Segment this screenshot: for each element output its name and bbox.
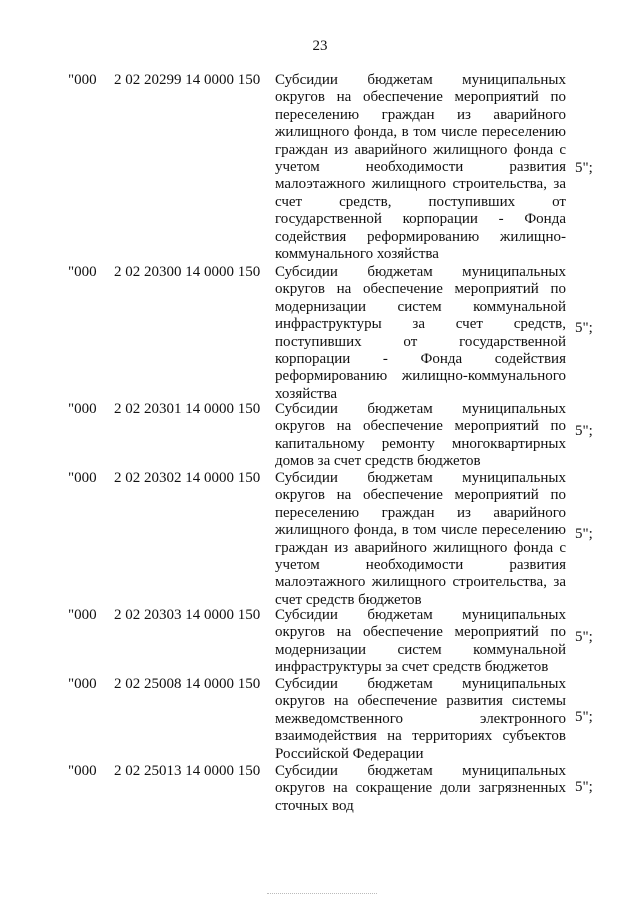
- row-value: 5";: [575, 779, 593, 795]
- row-value: 5";: [575, 709, 593, 725]
- budget-code: 2 02 20299 14 0000 150: [114, 72, 261, 88]
- row-prefix: "000: [68, 676, 97, 692]
- row-prefix: "000: [68, 72, 97, 88]
- row-value: 5";: [575, 629, 593, 645]
- row-description: Субсидии бюджетам муниципальных округов на обеспечение мероприятий по переселению граждан из аварийного жилищного фонда, в том числе переселению граждан из аварийного жилищного фонда с учетом необходимости развития малоэтажного жилищного строительства, за счет средств, поступивших от государственной корпорации - Фонда содействия реформированию жилищно-коммунального хозяйства: [275, 72, 566, 263]
- row-prefix: "000: [68, 763, 97, 779]
- budget-code: 2 02 20300 14 0000 150: [114, 264, 261, 280]
- scan-edge-mark: [267, 893, 377, 895]
- row-value: 5";: [575, 526, 593, 542]
- budget-code: 2 02 20301 14 0000 150: [114, 401, 261, 417]
- row-description: Субсидии бюджетам муниципальных округов на обеспечение мероприятий по модернизации систем коммунальной инфраструктуры за счет средств бюджетов: [275, 607, 566, 676]
- row-value: 5";: [575, 423, 593, 439]
- row-prefix: "000: [68, 470, 97, 486]
- row-description: Субсидии бюджетам муниципальных округов на сокращение доли загрязненных сточных вод: [275, 763, 566, 814]
- budget-code: 2 02 25008 14 0000 150: [114, 676, 261, 692]
- row-prefix: "000: [68, 264, 97, 280]
- row-prefix: "000: [68, 401, 97, 417]
- row-prefix: "000: [68, 607, 97, 623]
- row-description: Субсидии бюджетам муниципальных округов на обеспечение мероприятий по капитальному ремонту многоквартирных домов за счет средств бюджетов: [275, 401, 566, 470]
- row-value: 5";: [575, 320, 593, 336]
- budget-code: 2 02 25013 14 0000 150: [114, 763, 261, 779]
- budget-code: 2 02 20302 14 0000 150: [114, 470, 261, 486]
- row-description: Субсидии бюджетам муниципальных округов на обеспечение мероприятий по переселению граждан из аварийного жилищного фонда, в том числе переселению граждан из аварийного жилищного фонда с учетом необходимости развития малоэтажного жилищного строительства, за счет средств бюджетов: [275, 470, 566, 608]
- row-description: Субсидии бюджетам муниципальных округов на обеспечение развития системы межведомственного электронного взаимодействия на территориях субъектов Российской Федерации: [275, 676, 566, 762]
- page-number: 23: [312, 38, 328, 54]
- budget-code: 2 02 20303 14 0000 150: [114, 607, 261, 623]
- row-description: Субсидии бюджетам муниципальных округов на обеспечение мероприятий по модернизации систем коммунальной инфраструктуры за счет средств, поступивших от государственной корпорации - Фонда содействия реформированию жилищно-коммунального хозяйства: [275, 264, 566, 402]
- row-value: 5";: [575, 160, 593, 176]
